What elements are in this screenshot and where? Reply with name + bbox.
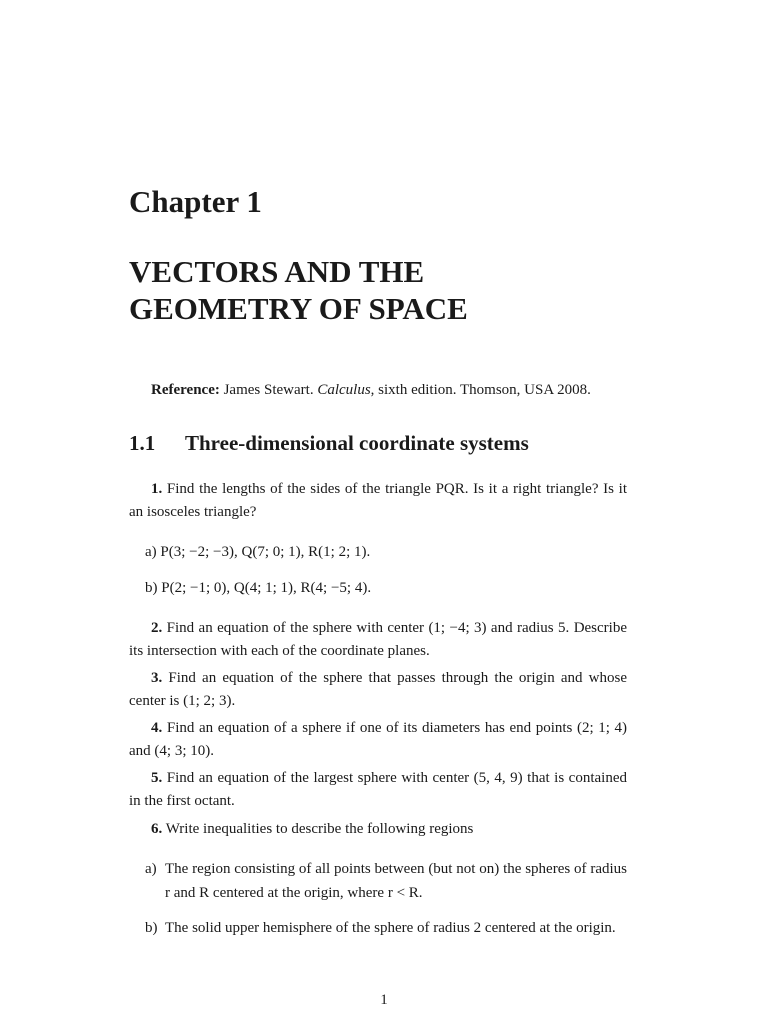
reference-label: Reference: (151, 382, 220, 398)
problem-6-item-a (145, 857, 627, 905)
problem-4-number: 4. (151, 720, 163, 736)
problem-6-item-b-text: The solid upper hemisphere of the sphere of radius 2 centered at the origin. (165, 920, 616, 936)
problem-1-item-a: a) P(3; −2; −3), Q(7; 0; 1), R(1; 2; 1). (145, 544, 371, 560)
chapter-title (129, 253, 689, 327)
problem-6-number: 6. (151, 821, 163, 837)
reference-line (151, 382, 591, 399)
problem-6-item-b (145, 916, 627, 940)
section-number: 1.1 (129, 431, 156, 455)
reference-author: James Stewart. (223, 382, 314, 398)
problem-2-text: Find an equation of the sphere with center (1; −4; 3) and radius 5. Describe its intersection with each of the coordinate planes. (129, 620, 627, 659)
problem-6-item-b-label: b) (145, 920, 158, 936)
problem-2-number: 2. (151, 620, 163, 636)
chapter-heading: Chapter 1 (129, 184, 262, 219)
problem-4-text: Find an equation of a sphere if one of its diameters has end points (2; 1; 4) and (4; 3; 10). (129, 720, 627, 759)
reference-book: Calculus (317, 382, 371, 398)
problem-5 (129, 767, 627, 813)
problem-6-item-a-label: a) (145, 861, 157, 877)
problem-3 (129, 667, 627, 713)
problem-4 (129, 717, 627, 763)
problem-1-number: 1. (151, 481, 163, 497)
problem-6 (129, 818, 627, 841)
problem-5-number: 5. (151, 770, 163, 786)
reference-rest: , sixth edition. Thomson, USA 2008. (370, 382, 591, 398)
problem-2 (129, 617, 627, 663)
chapter-title-line-1: VECTORS AND THE (129, 254, 425, 289)
problem-3-text: Find an equation of the sphere that passes through the origin and whose center is (1; 2; 3). (129, 670, 627, 709)
problem-6-text: Write inequalities to describe the following regions (162, 821, 474, 837)
problem-6-item-a-text: The region consisting of all points between (but not on) the spheres of radius r and R centered at the origin, where r < R. (165, 861, 627, 901)
problem-1 (129, 478, 627, 524)
section-title: Three-dimensional coordinate systems (185, 431, 529, 455)
section-heading (129, 431, 529, 456)
problem-5-text: Find an equation of the largest sphere with center (5, 4, 9) that is contained in the first octant. (129, 770, 627, 809)
problem-1-text: Find the lengths of the sides of the triangle PQR. Is it a right triangle? Is it an isosceles triangle? (129, 481, 627, 520)
page-number: 1 (380, 992, 388, 1008)
problem-3-number: 3. (151, 670, 163, 686)
chapter-title-line-2: GEOMETRY OF SPACE (129, 291, 468, 326)
problem-1-item-b: b) P(2; −1; 0), Q(4; 1; 1), R(4; −5; 4). (145, 580, 372, 596)
